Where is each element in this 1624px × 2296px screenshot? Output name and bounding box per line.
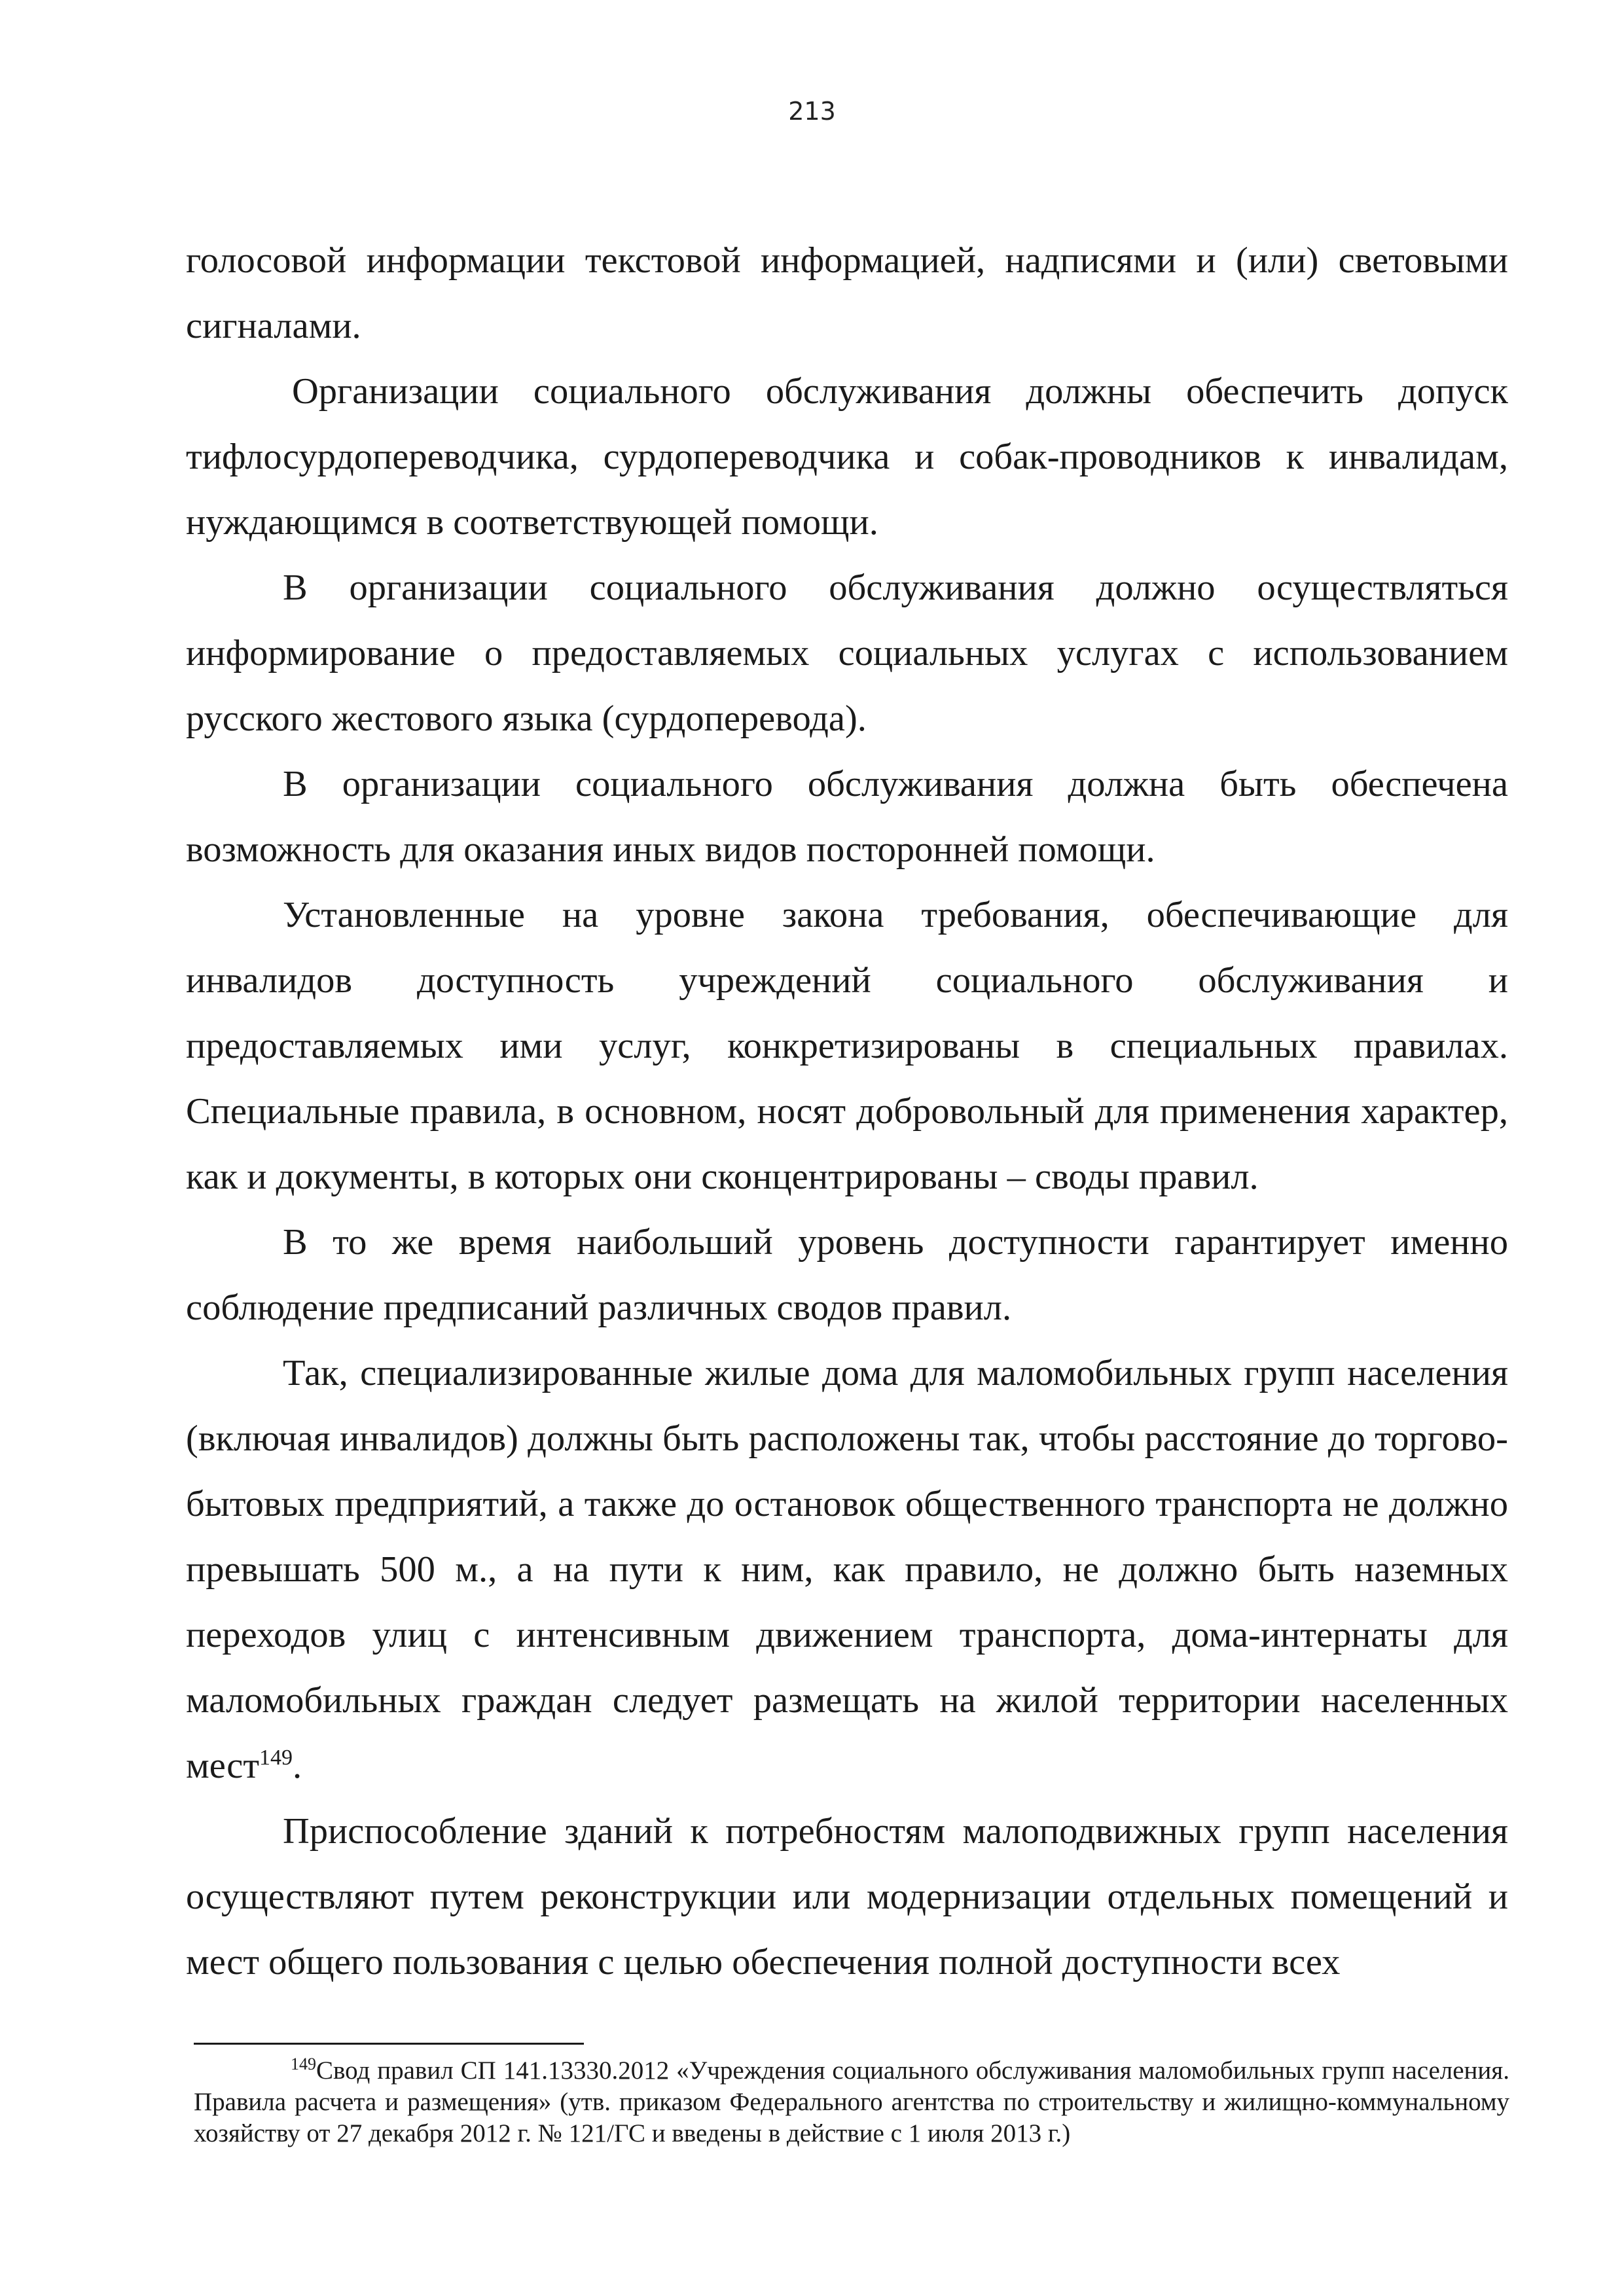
page-number: 213 <box>788 97 836 126</box>
footnote-text: Свод правил СП 141.13330.2012 «Учреждения социального обслуживания маломобильных групп населения. Правила расчета и размещения» (утв. приказом Федерального агентства по строительству и жилищно-коммунальному хозяйству от 27 декабря 2012 г. № 121/ГС и введены в действие с 1 июля 2013 г.) <box>194 2056 1509 2147</box>
paragraph-6: В то же время наибольший уровень доступности гарантирует именно соблюдение предписаний различных сводов правил. <box>186 1222 1508 1328</box>
footnote-separator <box>194 2043 584 2045</box>
footnote-number: 149 <box>291 2054 316 2073</box>
paragraph-7 <box>186 1340 1508 1799</box>
paragraph-8: Приспособление зданий к потребностям малоподвижных групп населения осуществляют путем реконструкции или модернизации отдельных помещений и мест общего пользования с целью обеспечения полной доступности всех <box>186 1811 1508 1982</box>
paragraph-3: В организации социального обслуживания должно осуществляться информирование о предоставляемых социальных услугах с использованием русского жестового языка (сурдоперевода). <box>186 567 1508 739</box>
paragraph-7-end: . <box>293 1746 302 1786</box>
paragraph-2: Организации социального обслуживания должны обеспечить допуск тифлосурдопереводчика, сурдопереводчика и собак-проводников к инвалидам, нуждающимся в соответствующей помощи. <box>186 371 1508 543</box>
paragraph-7-text: Так, специализированные жилые дома для маломобильных групп населения (включая инвалидов) должны быть расположены так, чтобы расстояние до торгово-бытовых предприятий, а также до остановок общественного транспорта не должно превышать 500 м., а на пути к ним, как правило, не должно быть наземных переходов улиц с интенсивным движением транспорта, дома-интернаты для маломобильных граждан следует размещать на жилой территории населенных мест <box>186 1353 1508 1786</box>
paragraph-5: Установленные на уровне закона требования, обеспечивающие для инвалидов доступность учреждений социального обслуживания и предоставляемых ими услуг, конкретизированы в специальных правилах. Специальные правила, в основном, носят добровольный для применения характер, как и документы, в которых они сконцентрированы – своды правил. <box>186 895 1508 1197</box>
footnote <box>194 2055 1509 2149</box>
paragraph-4: В организации социального обслуживания должна быть обеспечена возможность для оказания иных видов посторонней помощи. <box>186 764 1508 870</box>
body-text <box>186 228 1508 1995</box>
footnote-reference[interactable]: 149 <box>259 1746 293 1770</box>
paragraph-1: голосовой информации текстовой информацией, надписями и (или) световыми сигналами. <box>186 240 1508 346</box>
